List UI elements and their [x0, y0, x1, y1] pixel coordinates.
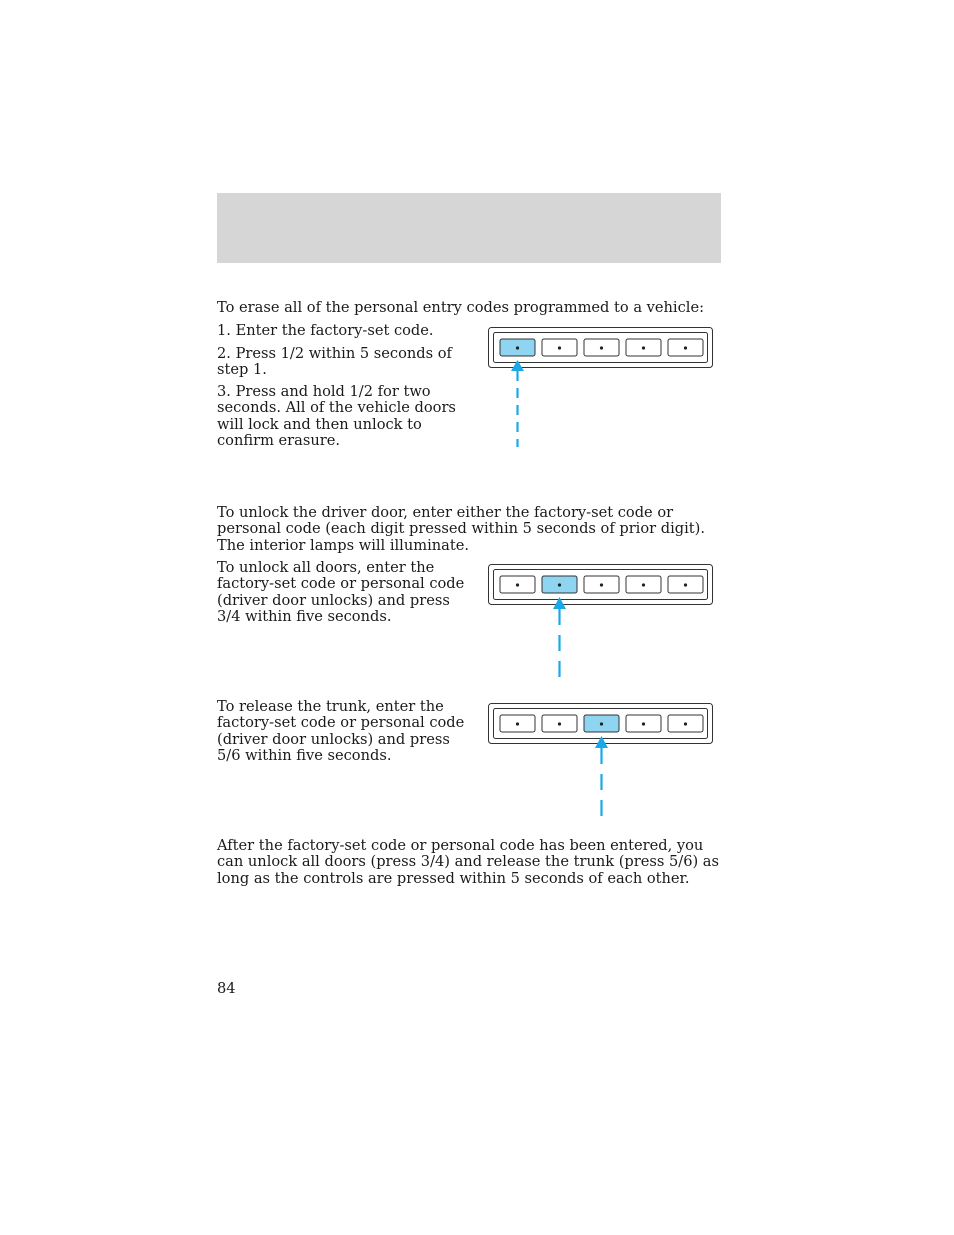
erase-intro: To erase all of the personal entry codes programmed to a vehicle:: [217, 299, 704, 316]
unlock-all-doors-text: To unlock all doors, enter the factory-set code or personal code (driver door unlocks) and press 3/4 within five seconds.: [217, 559, 465, 626]
unlock-driver-door-text: To unlock the driver door, enter either the factory-set code or personal code (each digit pressed within 5 seconds of prior digit). The interior lamps will illuminate.: [217, 504, 705, 554]
page-number: 84: [217, 980, 236, 997]
keypad-diagram-erase: [488, 327, 714, 449]
erase-step-1: 1. Enter the factory-set code.: [217, 322, 434, 339]
erase-step-3: 3. Press and hold 1/2 for two seconds. All of the vehicle doors will lock and then unlock to confirm erasure.: [217, 383, 456, 450]
after-code-note: After the factory-set code or personal code has been entered, you can unlock all doors (press 3/4) and release the trunk (press 5/6) as long as the controls are pressed within 5 seconds of each other.: [217, 837, 719, 887]
erase-step-2: 2. Press 1/2 within 5 seconds of step 1.: [217, 345, 452, 379]
keypad-diagram-trunk: [488, 703, 714, 825]
trunk-release-text: To release the trunk, enter the factory-set code or personal code (driver door unlocks) and press 5/6 within five seconds.: [217, 698, 465, 765]
keypad-diagram-unlock-all: [488, 564, 714, 688]
header-band: [217, 193, 721, 263]
